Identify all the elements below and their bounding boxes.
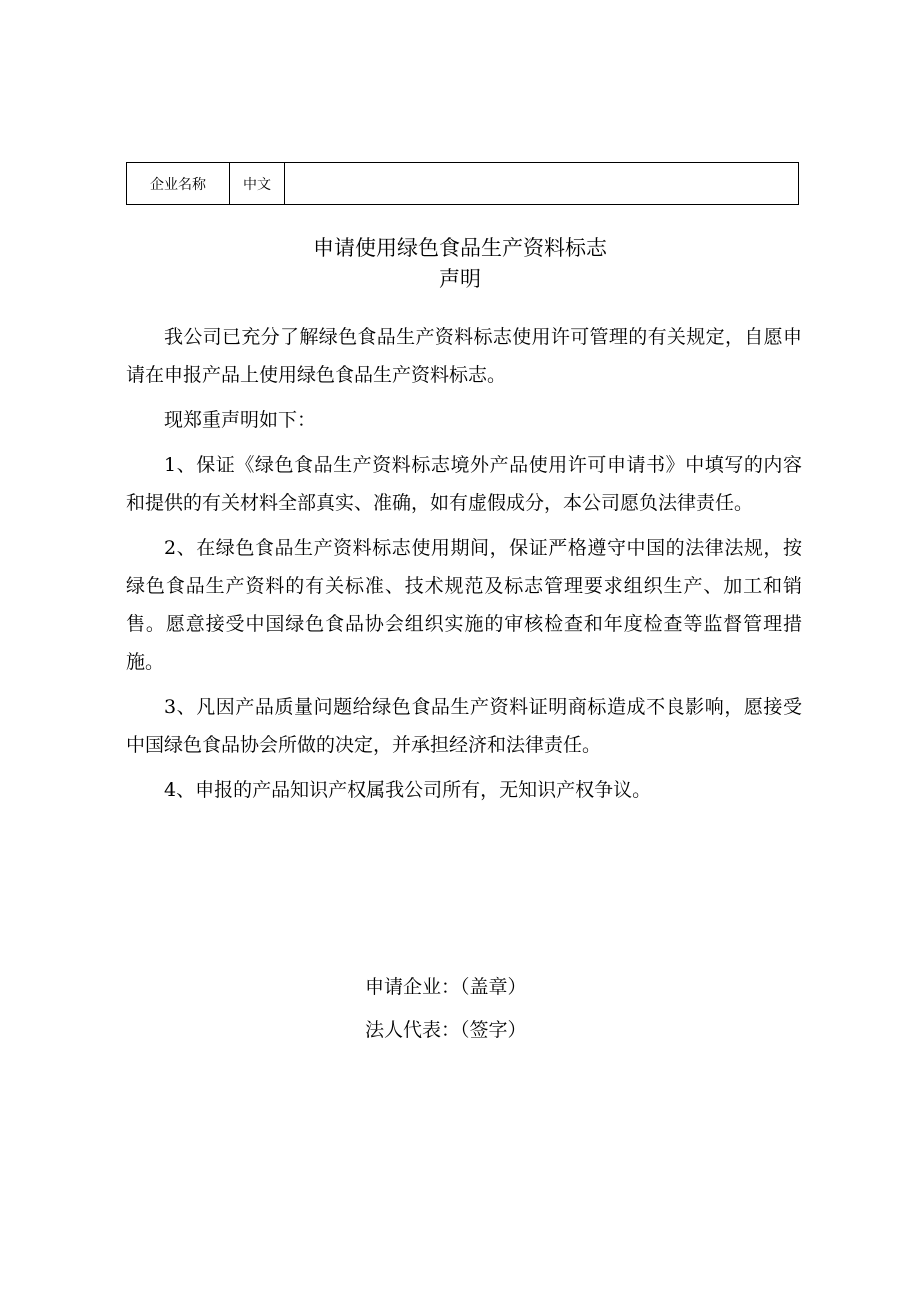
signature-block [365,966,527,1052]
declaration-body [126,318,802,816]
company-name-row [127,163,799,205]
document-title: 申请使用绿色食品生产资料标志 [313,236,607,260]
declaration-lead: 现郑重声明如下： [164,409,317,431]
company-name-language: 中文 [230,163,285,205]
legal-rep-signature-line: 法人代表：（签字） [365,1019,527,1041]
intro-paragraph: 我公司已充分了解绿色食品生产资料标志使用许可管理的有关规定，自愿申请在申报产品上使用绿色食品生产资料标志。 [126,326,802,386]
company-name-label: 企业名称 [127,163,230,205]
document-subtitle: 声明 [439,267,481,291]
company-name-value-cell [285,163,799,205]
company-name-table [126,162,799,205]
clause-1: 1、保证《绿色食品生产资料标志境外产品使用许可申请书》中填写的内容和提供的有关材料全部真实、准确，如有虚假成分，本公司愿负法律责任。 [126,454,802,514]
clause-2: 2、在绿色食品生产资料标志使用期间，保证严格遵守中国的法律法规，按绿色食品生产资料的有关标准、技术规范及标志管理要求组织生产、加工和销售。愿意接受中国绿色食品协会组织实施的审核检查和年度检查等监督管理措施。 [126,537,802,673]
clause-4: 4、申报的产品知识产权属我公司所有，无知识产权争议。 [164,779,652,801]
applicant-seal-line: 申请企业：（盖章） [365,976,527,998]
clause-3: 3、凡因产品质量问题给绿色食品生产资料证明商标造成不良影响，愿接受中国绿色食品协会所做的决定，并承担经济和法律责任。 [126,696,802,756]
